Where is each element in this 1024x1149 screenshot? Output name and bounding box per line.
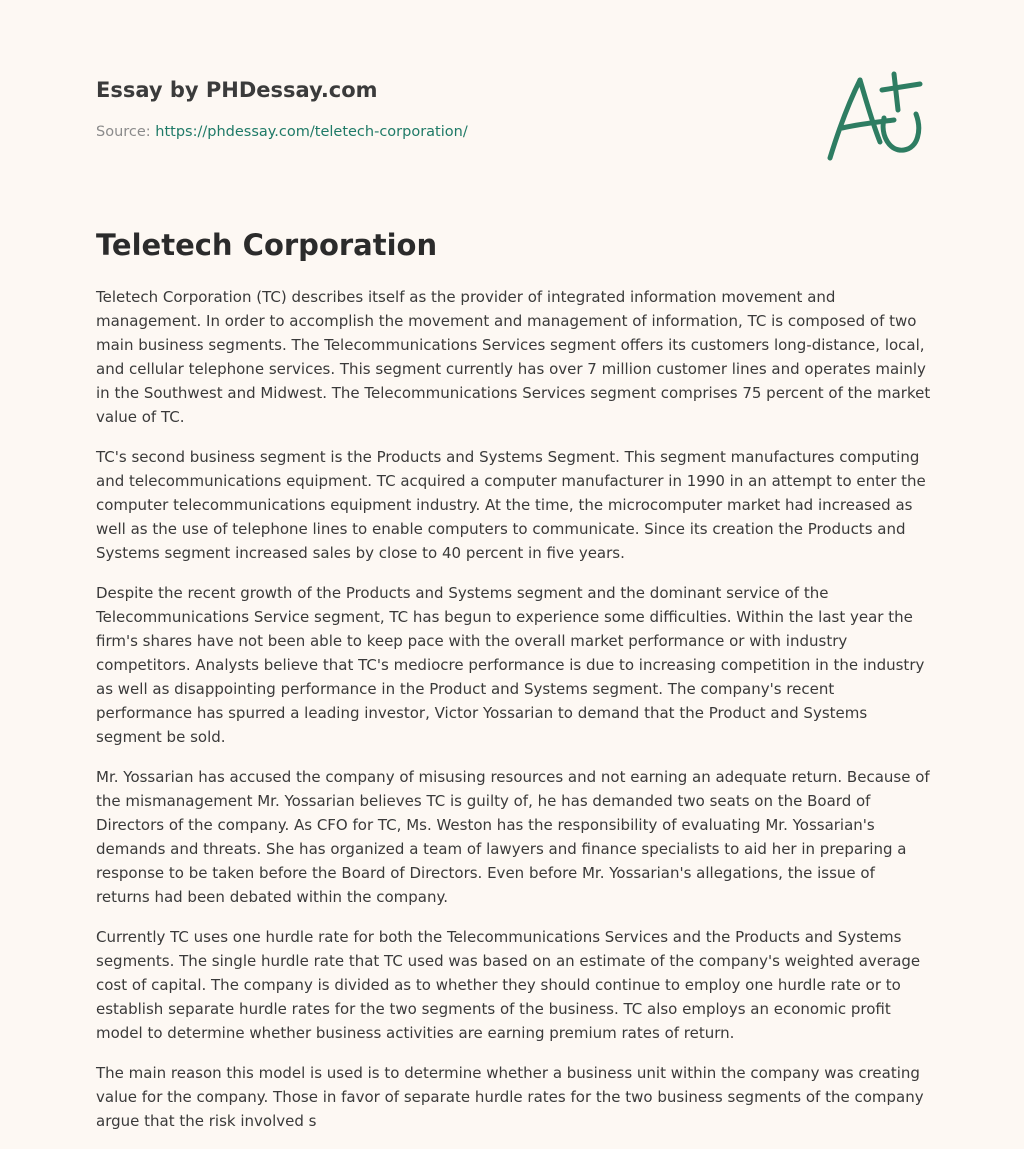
essay-paragraph: TC's second business segment is the Products and Systems Segment. This segment manufactures computing and telecommunications equipment. TC acquired a computer manufacturer in 1990 in an attempt to enter the computer telecommunications equipment industry. At the time, the microcomputer market had increased as well as the use of telephone lines to enable computers to communicate. Since its creation the Products and Systems segment increased sales by close to 40 percent in five years.	[96, 448, 926, 562]
essay-paragraph: Mr. Yossarian has accused the company of misusing resources and not earning an adequate return. Because of the mismanagement Mr. Yossarian believes TC is guilty of, he has demanded two seats on the Board of Directors of the company. As CFO for TC, Ms. Weston has the responsibility of evaluating Mr. Yossarian's demands and threats. She has organized a team of lawyers and finance specialists to aid her in preparing a response to be taken before the Board of Directors. Even before Mr. Yossarian's allegations, the issue of returns had been debated within the company.	[96, 768, 930, 906]
essay-body	[96, 285, 932, 1149]
essay-paragraph: Teletech Corporation (TC) describes itself as the provider of integrated information movement and management. In order to accomplish the movement and management of information, TC is composed of two main business segments. The Telecommunications Services segment offers its customers long-distance, local, and cellular telephone services. This segment currently has over 7 million customer lines and operates mainly in the Southwest and Midwest. The Telecommunications Services segment comprises 75 percent of the market value of TC.	[96, 288, 931, 426]
site-brand: Essay by PHDessay.com	[96, 78, 378, 102]
essay-title: Teletech Corporation	[96, 228, 438, 262]
essay-paragraph: Currently TC uses one hurdle rate for both the Telecommunications Services and the Products and Systems segments. The single hurdle rate that TC used was based on an estimate of the company's weighted average cost of capital. The company is divided as to whether they should continue to employ one hurdle rate or to establish separate hurdle rates for the two segments of the business. TC also employs an economic profit model to determine whether business activities are earning premium rates of return.	[96, 928, 921, 1042]
essay-paragraph: The main reason this model is used is to determine whether a business unit within the company was creating value for the company. Those in favor of separate hurdle rates for the two business segments of the company argue that the risk involved s	[96, 1064, 924, 1130]
essay-paragraph: Despite the recent growth of the Products and Systems segment and the dominant service of the Telecommunications Service segment, TC has begun to experience some difficulties. Within the last year the firm's shares have not been able to keep pace with the overall market performance or with industry competitors. Analysts believe that TC's mediocre performance is due to increasing competition in the industry as well as disappointing performance in the Product and Systems segment. The company's recent performance has spurred a leading investor, Victor Yossarian to demand that the Product and Systems segment be sold.	[96, 584, 925, 746]
essay-header	[96, 76, 936, 140]
a-plus-grade-icon	[820, 66, 930, 166]
a-plus-logo-svg	[820, 66, 930, 166]
source-link[interactable]: https://phdessay.com/teletech-corporation/	[155, 124, 468, 140]
source-label: Source:	[96, 124, 151, 140]
source-line	[96, 124, 468, 140]
